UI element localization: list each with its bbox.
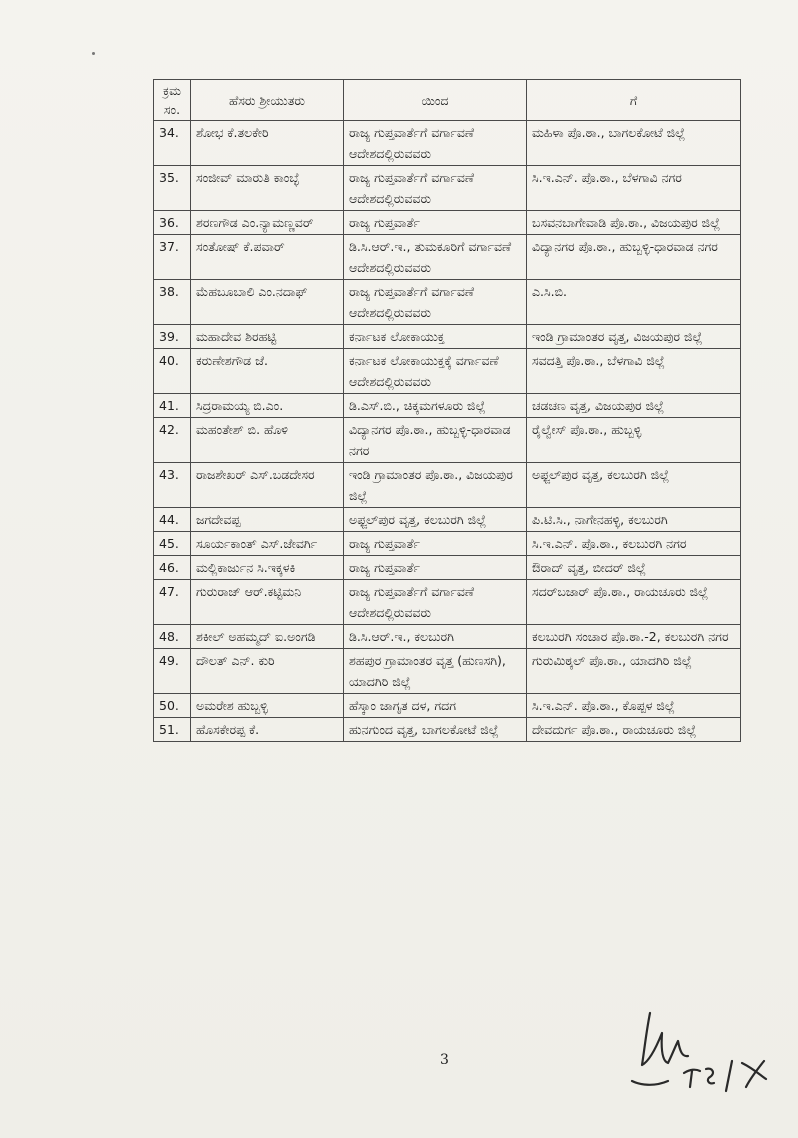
table-row xyxy=(154,280,741,325)
cell-name: ಸಿದ್ರರಾಮಯ್ಯ ಬಿ.ಎಂ. xyxy=(191,394,344,418)
cell-serial-number: 48. xyxy=(154,625,191,649)
cell-serial-number: 35. xyxy=(154,166,191,211)
signature xyxy=(628,1003,778,1098)
cell-serial-number: 37. xyxy=(154,235,191,280)
cell-from: ಹುನಗುಂದ ವೃತ್ತ, ಬಾಗಲಕೋಟೆ ಜಿಲ್ಲೆ xyxy=(344,718,527,742)
cell-name: ಅಮರೇಶ ಹುಬ್ಬಳ್ಳಿ xyxy=(191,694,344,718)
cell-from: ರಾಜ್ಯ ಗುಪ್ತವಾರ್ತೆ xyxy=(344,211,527,235)
cell-to: ಬಸವನಬಾಗೇವಾಡಿ ಪೊ.ಠಾ., ವಿಜಯಪುರ ಜಿಲ್ಲೆ xyxy=(527,211,741,235)
table-row xyxy=(154,394,741,418)
cell-serial-number: 39. xyxy=(154,325,191,349)
cell-serial-number: 40. xyxy=(154,349,191,394)
signature-scribble xyxy=(628,1003,778,1098)
cell-name: ಮಹಾದೇವ ಶಿರಹಟ್ಟಿ xyxy=(191,325,344,349)
cell-to: ಔರಾದ್ ವೃತ್ತ, ಬೀದರ್ ಜಿಲ್ಲೆ xyxy=(527,556,741,580)
table-row xyxy=(154,580,741,625)
cell-serial-number: 43. xyxy=(154,463,191,508)
cell-name: ಶೋಭ ಕೆ.ತಲಕೇರಿ xyxy=(191,121,344,166)
cell-from: ಡಿ.ಸಿ.ಆರ್.ಇ., ಕಲಬುರಗಿ xyxy=(344,625,527,649)
cell-to: ಇಂಡಿ ಗ್ರಾಮಾಂತರ ವೃತ್ತ, ವಿಜಯಪುರ ಜಿಲ್ಲೆ xyxy=(527,325,741,349)
cell-from: ಹೆಸ್ಕಾಂ ಜಾಗೃತ ದಳ, ಗದಗ xyxy=(344,694,527,718)
speck xyxy=(92,52,95,55)
table-row xyxy=(154,649,741,694)
table-row xyxy=(154,556,741,580)
cell-name: ಶರಣಗೌಡ ಎಂ.ನ್ಯಾಮಣ್ಣವರ್ xyxy=(191,211,344,235)
cell-name: ಮಲ್ಲಿಕಾರ್ಜುನ ಸಿ.ಇಕ್ಕಳಕಿ xyxy=(191,556,344,580)
table-body xyxy=(154,121,741,742)
cell-name: ಶಕೀಲ್ ಅಹಮ್ಮದ್ ಐ.ಅಂಗಡಿ xyxy=(191,625,344,649)
cell-serial-number: 50. xyxy=(154,694,191,718)
cell-from: ಕರ್ನಾಟಕ ಲೋಕಾಯುಕ್ತ xyxy=(344,325,527,349)
cell-to: ರೈಲ್ವೇಸ್ ಪೊ.ಠಾ., ಹುಬ್ಬಳ್ಳಿ xyxy=(527,418,741,463)
cell-to: ಸಿ.ಇ.ಎನ್. ಪೊ.ಠಾ., ಕಲಬುರಗಿ ನಗರ xyxy=(527,532,741,556)
page-number: 3 xyxy=(440,1052,449,1068)
table-row xyxy=(154,532,741,556)
cell-to: ಪಿ.ಟಿ.ಸಿ., ನಾಗೇನಹಳ್ಳಿ, ಕಲಬುರಗಿ xyxy=(527,508,741,532)
cell-to: ಅಫ್ಜಲ್‌ಪುರ ವೃತ್ತ, ಕಲಬುರಗಿ ಜಿಲ್ಲೆ xyxy=(527,463,741,508)
table-row xyxy=(154,235,741,280)
cell-from: ಅಫ್ಜಲ್‌ಪುರ ವೃತ್ತ, ಕಲಬುರಗಿ ಜಿಲ್ಲೆ xyxy=(344,508,527,532)
table-row xyxy=(154,463,741,508)
cell-to: ವಿದ್ಯಾನಗರ ಪೊ.ಠಾ., ಹುಬ್ಬಳ್ಳಿ-ಧಾರವಾಡ ನಗರ xyxy=(527,235,741,280)
cell-from: ರಾಜ್ಯ ಗುಪ್ತವಾರ್ತೆಗೆ ವರ್ಗಾವಣೆ ಆದೇಶದಲ್ಲಿರುವವರು xyxy=(344,580,527,625)
cell-to: ಸವದತ್ತಿ ಪೊ.ಠಾ., ಬೆಳಗಾವಿ ಜಿಲ್ಲೆ xyxy=(527,349,741,394)
cell-serial-number: 41. xyxy=(154,394,191,418)
table-row xyxy=(154,694,741,718)
cell-name: ದೌಲತ್ ಎನ್. ಕುರಿ xyxy=(191,649,344,694)
cell-to: ಗುರುಮಿಠ್ಕಲ್ ಪೊ.ಠಾ., ಯಾದಗಿರಿ ಜಿಲ್ಲೆ xyxy=(527,649,741,694)
cell-name: ಕರುಣೇಶಗೌಡ ಜೆ. xyxy=(191,349,344,394)
cell-from: ಡಿ.ಸಿ.ಆರ್.ಇ., ತುಮಕೂರಿಗೆ ವರ್ಗಾವಣೆ ಆದೇಶದಲ್ಲಿರುವವರು xyxy=(344,235,527,280)
cell-serial-number: 38. xyxy=(154,280,191,325)
cell-to: ದೇವದುರ್ಗ ಪೊ.ಠಾ., ರಾಯಚೂರು ಜಿಲ್ಲೆ xyxy=(527,718,741,742)
table-row xyxy=(154,166,741,211)
cell-name: ಸೂರ್ಯಕಾಂತ್ ಎಸ್.ಜೇವರ್ಗಿ xyxy=(191,532,344,556)
cell-to: ಚಡಚಣ ವೃತ್ತ, ವಿಜಯಪುರ ಜಿಲ್ಲೆ xyxy=(527,394,741,418)
cell-from: ರಾಜ್ಯ ಗುಪ್ತವಾರ್ತೆಗೆ ವರ್ಗಾವಣೆ ಆದೇಶದಲ್ಲಿರುವವರು xyxy=(344,280,527,325)
cell-serial-number: 45. xyxy=(154,532,191,556)
cell-from: ರಾಜ್ಯ ಗುಪ್ತವಾರ್ತೆಗೆ ವರ್ಗಾವಣೆ ಆದೇಶದಲ್ಲಿರುವವರು xyxy=(344,166,527,211)
cell-serial-number: 34. xyxy=(154,121,191,166)
header-name: ಹೆಸರು ಶ್ರೀಯುತರು xyxy=(191,80,344,121)
cell-to: ಮಹಿಳಾ ಪೊ.ಠಾ., ಬಾಗಲಕೋಟೆ ಜಿಲ್ಲೆ xyxy=(527,121,741,166)
cell-name: ಜಗದೇವಪ್ಪ xyxy=(191,508,344,532)
table-row xyxy=(154,508,741,532)
cell-to: ಸದರ್‌ಬಜಾರ್ ಪೊ.ಠಾ., ರಾಯಚೂರು ಜಿಲ್ಲೆ xyxy=(527,580,741,625)
table-row xyxy=(154,625,741,649)
cell-name: ಮೆಹಬೂಬಾಲಿ ಎಂ.ನದಾಫ್ xyxy=(191,280,344,325)
table-row xyxy=(154,211,741,235)
header-to: ಗೆ xyxy=(527,80,741,121)
cell-from: ಕರ್ನಾಟಕ ಲೋಕಾಯುಕ್ತಕ್ಕೆ ವರ್ಗಾವಣೆ ಆದೇಶದಲ್ಲಿರುವವರು xyxy=(344,349,527,394)
table-row xyxy=(154,718,741,742)
cell-from: ಡಿ.ಎಸ್.ಬಿ., ಚಿಕ್ಕಮಗಳೂರು ಜಿಲ್ಲೆ xyxy=(344,394,527,418)
cell-name: ಗುರುರಾಜ್ ಆರ್.ಕಟ್ಟಿಮನಿ xyxy=(191,580,344,625)
cell-from: ರಾಜ್ಯ ಗುಪ್ತವಾರ್ತೆ xyxy=(344,556,527,580)
header-from: ಯಿಂದ xyxy=(344,80,527,121)
cell-from: ವಿದ್ಯಾನಗರ ಪೊ.ಠಾ., ಹುಬ್ಬಳ್ಳಿ-ಧಾರವಾಡ ನಗರ xyxy=(344,418,527,463)
cell-name: ರಾಜಶೇಖರ್ ಎಸ್.ಬಡದೇಸರ xyxy=(191,463,344,508)
cell-serial-number: 42. xyxy=(154,418,191,463)
cell-from: ಶಹಪುರ ಗ್ರಾಮಾಂತರ ವೃತ್ತ (ಹುಣಸಗಿ), ಯಾದಗಿರಿ ಜಿಲ್ಲೆ xyxy=(344,649,527,694)
table-header-row xyxy=(154,80,741,121)
cell-from: ಇಂಡಿ ಗ್ರಾಮಾಂತರ ಪೊ.ಠಾ., ವಿಜಯಪುರ ಜಿಲ್ಲೆ xyxy=(344,463,527,508)
cell-serial-number: 44. xyxy=(154,508,191,532)
cell-serial-number: 36. xyxy=(154,211,191,235)
cell-to: ಎ.ಸಿ.ಬಿ. xyxy=(527,280,741,325)
cell-from: ರಾಜ್ಯ ಗುಪ್ತವಾರ್ತೆಗೆ ವರ್ಗಾವಣೆ ಆದೇಶದಲ್ಲಿರುವವರು xyxy=(344,121,527,166)
cell-to: ಸಿ.ಇ.ಎನ್. ಪೊ.ಠಾ., ಕೊಪ್ಪಳ ಜಿಲ್ಲೆ xyxy=(527,694,741,718)
cell-name: ಸಂಜೀವ್ ಮಾರುತಿ ಕಾಂಬ್ಳೆ xyxy=(191,166,344,211)
cell-to: ಕಲಬುರಗಿ ಸಂಚಾರ ಪೊ.ಠಾ.-2, ಕಲಬುರಗಿ ನಗರ xyxy=(527,625,741,649)
cell-serial-number: 46. xyxy=(154,556,191,580)
table-row xyxy=(154,349,741,394)
header-serial-number: ಕ್ರಮ ಸಂ. xyxy=(154,80,191,121)
table-row xyxy=(154,418,741,463)
cell-to: ಸಿ.ಇ.ಎನ್. ಪೊ.ಠಾ., ಬೆಳಗಾವಿ ನಗರ xyxy=(527,166,741,211)
cell-serial-number: 51. xyxy=(154,718,191,742)
cell-name: ಸಂತೋಷ್ ಕೆ.ಪವಾರ್ xyxy=(191,235,344,280)
table-row xyxy=(154,325,741,349)
cell-name: ಮಹಂತೇಶ್ ಬಿ. ಹೊಳಿ xyxy=(191,418,344,463)
cell-name: ಹೊಸಕೇರಪ್ಪ ಕೆ. xyxy=(191,718,344,742)
cell-serial-number: 47. xyxy=(154,580,191,625)
table-row xyxy=(154,121,741,166)
cell-from: ರಾಜ್ಯ ಗುಪ್ತವಾರ್ತೆ xyxy=(344,532,527,556)
cell-serial-number: 49. xyxy=(154,649,191,694)
transfer-table xyxy=(153,79,741,742)
